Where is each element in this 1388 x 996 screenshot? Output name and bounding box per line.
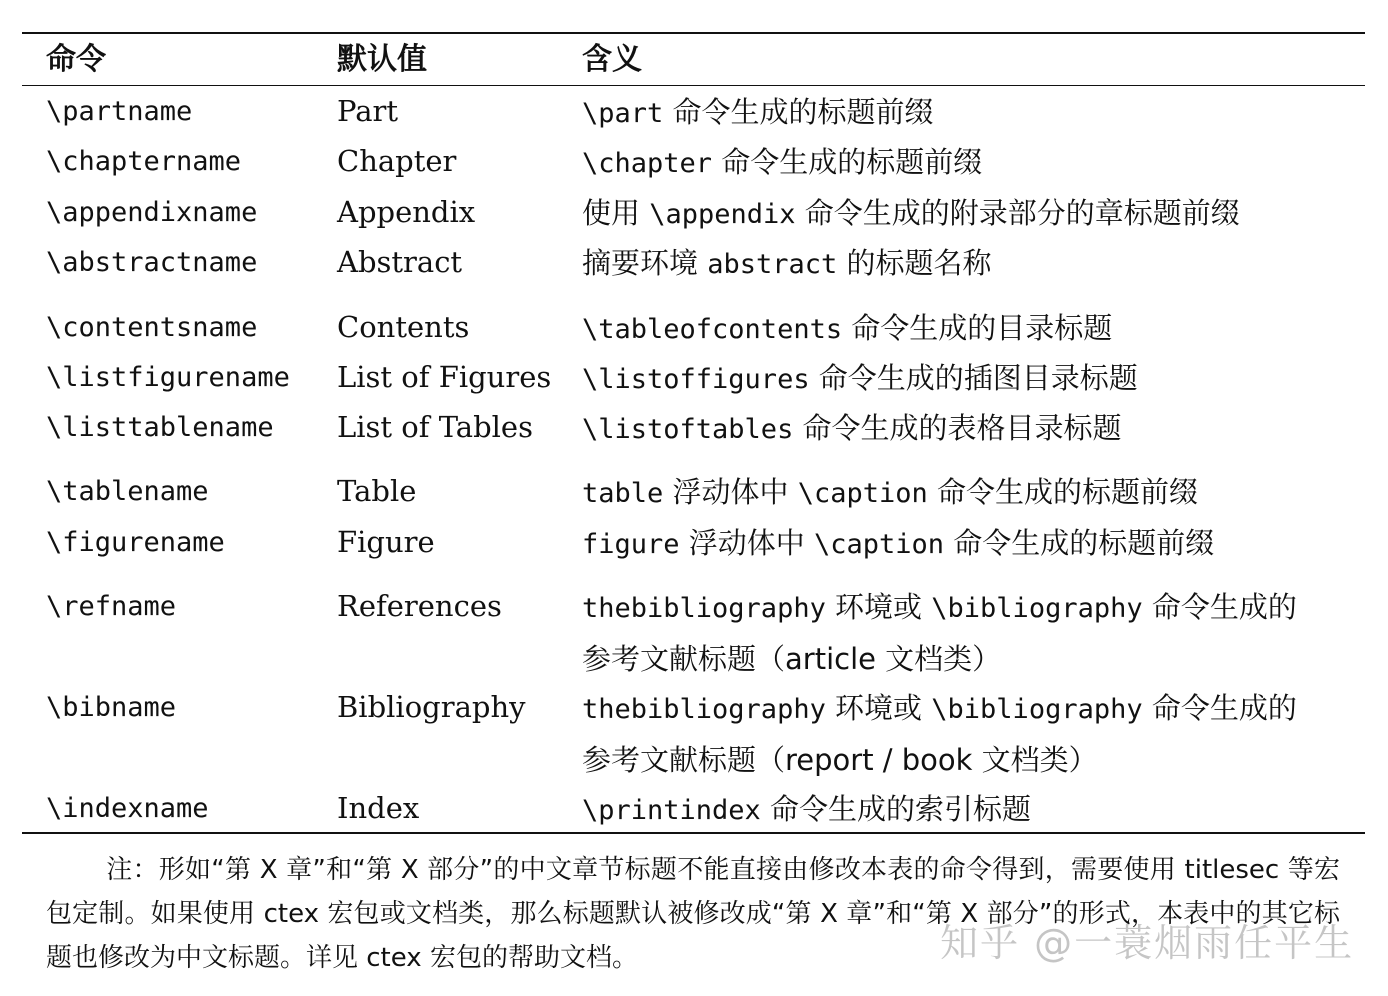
command-cell: \refname	[46, 591, 177, 622]
command-cell: \indexname	[46, 793, 209, 824]
default-cell: Figure	[337, 525, 435, 559]
header-default-value: 默认值	[337, 42, 427, 77]
meaning-text: 命令生成的附录部分的章标题前缀	[795, 196, 1240, 230]
table-row	[0, 303, 1388, 353]
meaning-text: 命令生成的标题前缀	[712, 145, 983, 179]
meaning-cell	[582, 238, 1362, 290]
table-row	[0, 238, 1388, 288]
command-cell: \listfigurename	[46, 362, 290, 393]
meaning-line-2: 参考文献标题（article 文档类）	[582, 642, 1002, 676]
meaning-code: thebibliography	[582, 593, 826, 624]
meaning-code: \listoffigures	[582, 364, 810, 395]
default-cell: Abstract	[337, 245, 463, 279]
meaning-cell	[582, 188, 1362, 240]
meaning-code-2: \caption	[813, 529, 945, 560]
meaning-code-2: \bibliography	[931, 694, 1143, 725]
table-row	[0, 403, 1388, 453]
meaning-code: \part	[582, 98, 664, 129]
meaning-text: 命令生成的标题前缀	[944, 526, 1215, 560]
table-header-rule	[22, 85, 1365, 86]
meaning-cell	[582, 683, 1362, 785]
meaning-text: 的标题名称	[837, 246, 992, 280]
table-row	[0, 518, 1388, 568]
meaning-text: 命令生成的	[1142, 691, 1297, 725]
table-row	[0, 467, 1388, 517]
command-cell: \listtablename	[46, 412, 274, 443]
command-cell: \figurename	[46, 527, 225, 558]
default-cell: Appendix	[337, 195, 476, 229]
meaning-text: 命令生成的目录标题	[842, 311, 1113, 345]
meaning-text: 命令生成的表格目录标题	[793, 411, 1122, 445]
meaning-code-2: \caption	[797, 478, 928, 509]
meaning-text: 命令生成的	[1142, 590, 1297, 624]
meaning-mid: 环境或	[825, 590, 932, 624]
table-bottom-rule	[22, 832, 1365, 834]
command-cell: \abstractname	[46, 247, 258, 278]
meaning-code-2: \bibliography	[931, 593, 1143, 624]
meaning-code: table	[582, 478, 664, 509]
meaning-mid: 环境或	[825, 691, 932, 725]
table-row	[0, 784, 1388, 834]
meaning-code: abstract	[707, 249, 838, 280]
meaning-cell	[582, 87, 1362, 139]
meaning-cell	[582, 582, 1362, 684]
table-row	[0, 188, 1388, 238]
table-row	[0, 683, 1388, 783]
command-cell: \tablename	[46, 476, 209, 507]
meaning-code: figure	[582, 529, 680, 560]
header-meaning: 含义	[582, 42, 642, 77]
command-cell: \chaptername	[46, 146, 242, 177]
meaning-text: 命令生成的标题前缀	[927, 475, 1198, 509]
meaning-code: \appendix	[649, 199, 796, 230]
table-top-rule	[22, 32, 1365, 34]
default-cell: Contents	[337, 310, 470, 344]
meaning-prefix: 使用	[582, 196, 650, 230]
meaning-cell	[582, 403, 1362, 455]
meaning-prefix: 摘要环境	[582, 246, 708, 280]
footnote-text: 注：形如“第 X 章”和“第 X 部分”的中文章节标题不能直接由修改本表的命令得到，需要使用 titlesec 等宏包定制。如果使用 ctex 宏包或文档类，那么标题默认被修改成“第 X 章”和“第 X 部分”的形式，本表中的其它标题也修改为中文标题。详见 ctex 宏包的帮助文档。	[46, 855, 1340, 973]
default-cell: Index	[337, 791, 420, 825]
table-row	[0, 353, 1388, 403]
command-cell: \appendixname	[46, 197, 258, 228]
meaning-code: \chapter	[582, 148, 713, 179]
meaning-cell	[582, 353, 1362, 405]
meaning-mid: 浮动体中	[679, 526, 814, 560]
zhihu-watermark: 知乎 @一蓑烟雨任平生	[940, 921, 1355, 965]
default-cell: Part	[337, 94, 399, 128]
default-cell: Table	[337, 474, 417, 508]
default-cell: Bibliography	[337, 690, 526, 724]
table-row	[0, 137, 1388, 187]
meaning-code: thebibliography	[582, 694, 826, 725]
header-command: 命令	[46, 42, 106, 77]
meaning-cell	[582, 303, 1362, 355]
meaning-text: 命令生成的索引标题	[760, 792, 1032, 826]
default-cell: List of Tables	[337, 410, 533, 444]
meaning-code: \listoftables	[582, 414, 794, 445]
default-cell: References	[337, 589, 502, 623]
default-cell: Chapter	[337, 144, 457, 178]
meaning-cell	[582, 784, 1362, 836]
command-cell: \bibname	[46, 692, 177, 723]
meaning-text: 命令生成的插图目录标题	[809, 361, 1138, 395]
meaning-cell	[582, 518, 1362, 570]
table-row	[0, 87, 1388, 137]
meaning-text: 命令生成的标题前缀	[663, 95, 934, 129]
meaning-mid: 浮动体中	[663, 475, 798, 509]
command-cell: \contentsname	[46, 312, 258, 343]
meaning-line-2: 参考文献标题（report / book 文档类）	[582, 743, 1098, 777]
default-cell: List of Figures	[337, 360, 552, 394]
command-cell: \partname	[46, 96, 193, 127]
table-row	[0, 582, 1388, 682]
meaning-code: \tableofcontents	[582, 314, 843, 345]
meaning-code: \printindex	[582, 795, 761, 826]
meaning-cell	[582, 137, 1362, 189]
meaning-cell	[582, 467, 1362, 519]
